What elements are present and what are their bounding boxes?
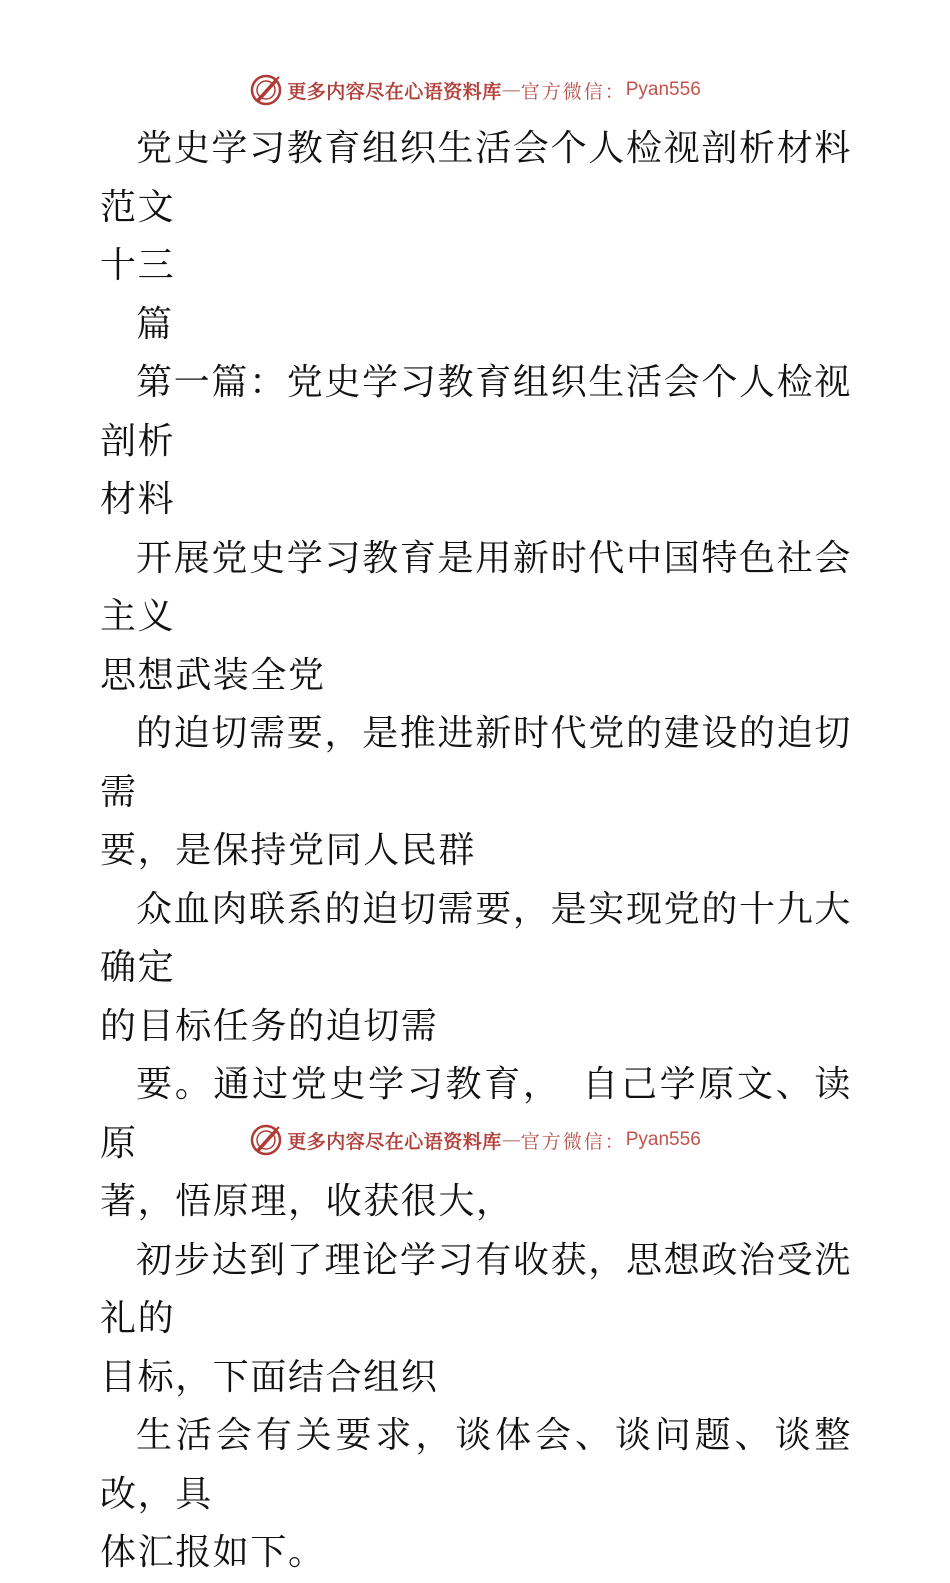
watermark-main-text: 更多内容尽在心语资料库 xyxy=(287,80,502,103)
text-line: 体汇报如下。 xyxy=(100,1532,326,1573)
header-watermark xyxy=(0,70,950,110)
body-paragraph xyxy=(100,881,852,1057)
watermark-wechat-id: Pyan556 xyxy=(625,79,701,100)
quill-logo-icon xyxy=(249,73,283,107)
text-line: 党史学习教育组织生活会个人检视剖析材料范文 xyxy=(100,128,852,228)
text-line: 的目标任务的迫切需 xyxy=(100,1005,439,1047)
watermark-separator: — xyxy=(501,1129,521,1151)
text-line: 篇 xyxy=(136,303,174,345)
body-paragraph xyxy=(100,1407,852,1583)
text-line: 要。通过党史学习教育， 自己学原文、读原 xyxy=(100,1064,852,1164)
footer-watermark xyxy=(0,1120,950,1160)
body-paragraph xyxy=(100,1232,852,1408)
text-line: 的迫切需要，是推进新时代党的建设的迫切需 xyxy=(100,713,852,813)
text-line: 十三 xyxy=(100,245,176,286)
text-line: 开展党史学习教育是用新时代中国特色社会主义 xyxy=(100,537,852,637)
text-line: 初步达到了理论学习有收获，思想政治受洗礼的 xyxy=(100,1239,852,1339)
watermark-label: 官方微信： xyxy=(520,1130,626,1153)
text-line: 要，是保持党同人民群 xyxy=(100,830,477,871)
text-line: 材料 xyxy=(100,479,176,520)
text-line: 生活会有关要求，谈体会、谈问题、谈整改，具 xyxy=(100,1415,852,1515)
text-line: 目标，下面结合组织 xyxy=(100,1356,439,1398)
text-line: 思想武装全党 xyxy=(100,654,326,696)
quill-logo-icon xyxy=(249,1123,283,1157)
body-paragraph xyxy=(100,530,852,706)
text-line: 第一篇：党史学习教育组织生活会个人检视剖析 xyxy=(100,362,852,462)
watermark-wechat-id: Pyan556 xyxy=(625,1129,701,1150)
document-title xyxy=(100,120,852,296)
document-body xyxy=(100,120,852,1583)
text-line: 著，悟原理，收获很大， xyxy=(100,1181,514,1222)
section-heading xyxy=(100,354,852,530)
watermark-main-text: 更多内容尽在心语资料库 xyxy=(287,1130,502,1153)
body-paragraph xyxy=(100,705,852,881)
text-line: 众血肉联系的迫切需要，是实现党的十九大确定 xyxy=(100,888,852,988)
document-title-cont xyxy=(100,296,852,355)
watermark-label: 官方微信： xyxy=(520,80,626,103)
watermark-separator: — xyxy=(501,79,521,101)
